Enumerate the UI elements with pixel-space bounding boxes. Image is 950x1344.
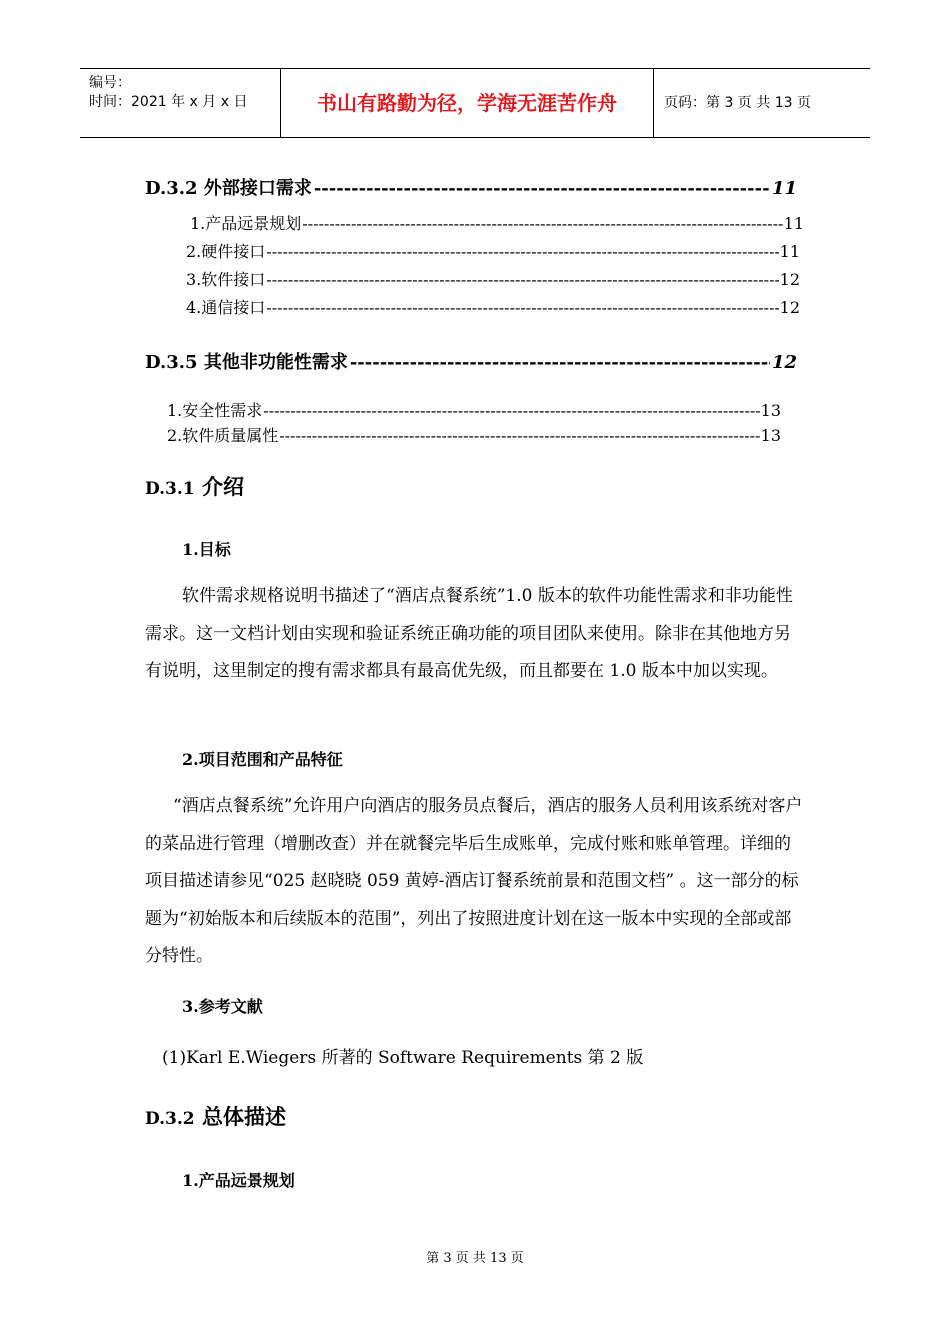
toc-item[interactable] — [167, 398, 781, 421]
toc-item[interactable] — [190, 211, 804, 234]
toc-item-page: 12 — [779, 298, 800, 317]
toc-item-label: 2.硬件接口 — [186, 242, 266, 261]
time-label: 时间：2021 年 x 月 x 日 — [89, 94, 248, 110]
toc-item-label: 1.产品远景规划 — [190, 214, 302, 233]
subheading-scope: 2.项目范围和产品特征 — [182, 750, 343, 769]
serial-label: 编号： — [89, 75, 131, 91]
section-heading-intro — [145, 471, 244, 501]
toc-leader — [350, 352, 770, 373]
paragraph-scope: “酒店点餐系统”允许用户向酒店的服务员点餐后，酒店的服务人员利用该系统对客户的菜品进行管理（增删改查）并在就餐完毕后生成账单，完成付账和账单管理。详细的项目描述请参见“025 赵晓晓 059 黄婷-酒店订餐系统前景和范围文档” 。这一部分的标题为“初始版本和后续版本的范围”，列出了按照进度计划在这一版本中实现的全部或部分特性。 — [145, 796, 803, 966]
toc-item-page: 11 — [783, 214, 804, 233]
toc-page: 11 — [771, 178, 797, 199]
reference-item: (1)Karl E.Wiegers 所著的 Software Requirements 第 2 版 — [162, 1048, 644, 1068]
toc-item-page: 13 — [760, 401, 781, 420]
toc-leader — [266, 298, 778, 317]
toc-title: D.3.5 其他非功能性需求 — [145, 352, 348, 373]
toc-leader — [263, 401, 759, 420]
toc-title: D.3.2 外部接口需求 — [145, 178, 312, 199]
section-title: 介绍 — [201, 474, 244, 499]
toc-entry-external[interactable] — [145, 174, 797, 200]
toc-item-label: 1.安全性需求 — [167, 401, 263, 420]
header-motto: 书山有路勤为径，学海无涯苦作舟 — [281, 69, 654, 137]
toc-item[interactable] — [186, 267, 800, 290]
subheading-goal: 1.目标 — [182, 540, 231, 559]
toc-leader — [314, 178, 770, 199]
section-number: D.3.1 — [145, 479, 195, 499]
toc-leader — [279, 426, 759, 445]
toc-item[interactable] — [186, 295, 800, 318]
subheading-references: 3.参考文献 — [182, 997, 263, 1016]
toc-item-label: 4.通信接口 — [186, 298, 266, 317]
toc-item-label: 2.软件质量属性 — [167, 426, 279, 445]
paragraph-goal: 软件需求规格说明书描述了“酒店点餐系统”1.0 版本的软件功能性需求和非功能性需求。这一文档计划由实现和验证系统正确功能的项目团队来使用。除非在其他地方另有说明，这里制定的搜有需求都具有最高优先级，而且都要在 1.0 版本中加以实现。 — [145, 586, 793, 681]
page-header — [80, 68, 870, 138]
toc-item[interactable] — [167, 423, 781, 446]
section-title: 总体描述 — [201, 1104, 286, 1129]
toc-item[interactable] — [186, 239, 800, 262]
toc-leader — [302, 214, 782, 233]
page-footer: 第 3 页 共 13 页 — [426, 1251, 524, 1266]
header-meta-cell — [80, 69, 281, 137]
toc-leader — [266, 270, 778, 289]
toc-entry-nonfunctional[interactable] — [145, 348, 797, 374]
toc-item-label: 3.软件接口 — [186, 270, 266, 289]
section-heading-overall — [145, 1101, 286, 1131]
subheading-vision: 1.产品远景规划 — [182, 1171, 295, 1190]
toc-item-page: 13 — [760, 426, 781, 445]
toc-item-page: 12 — [779, 270, 800, 289]
section-number: D.3.2 — [145, 1109, 195, 1129]
header-page-info: 页码：第 3 页 共 13 页 — [664, 95, 811, 111]
toc-leader — [266, 242, 778, 261]
toc-item-page: 11 — [779, 242, 800, 261]
toc-page: 12 — [771, 352, 797, 373]
